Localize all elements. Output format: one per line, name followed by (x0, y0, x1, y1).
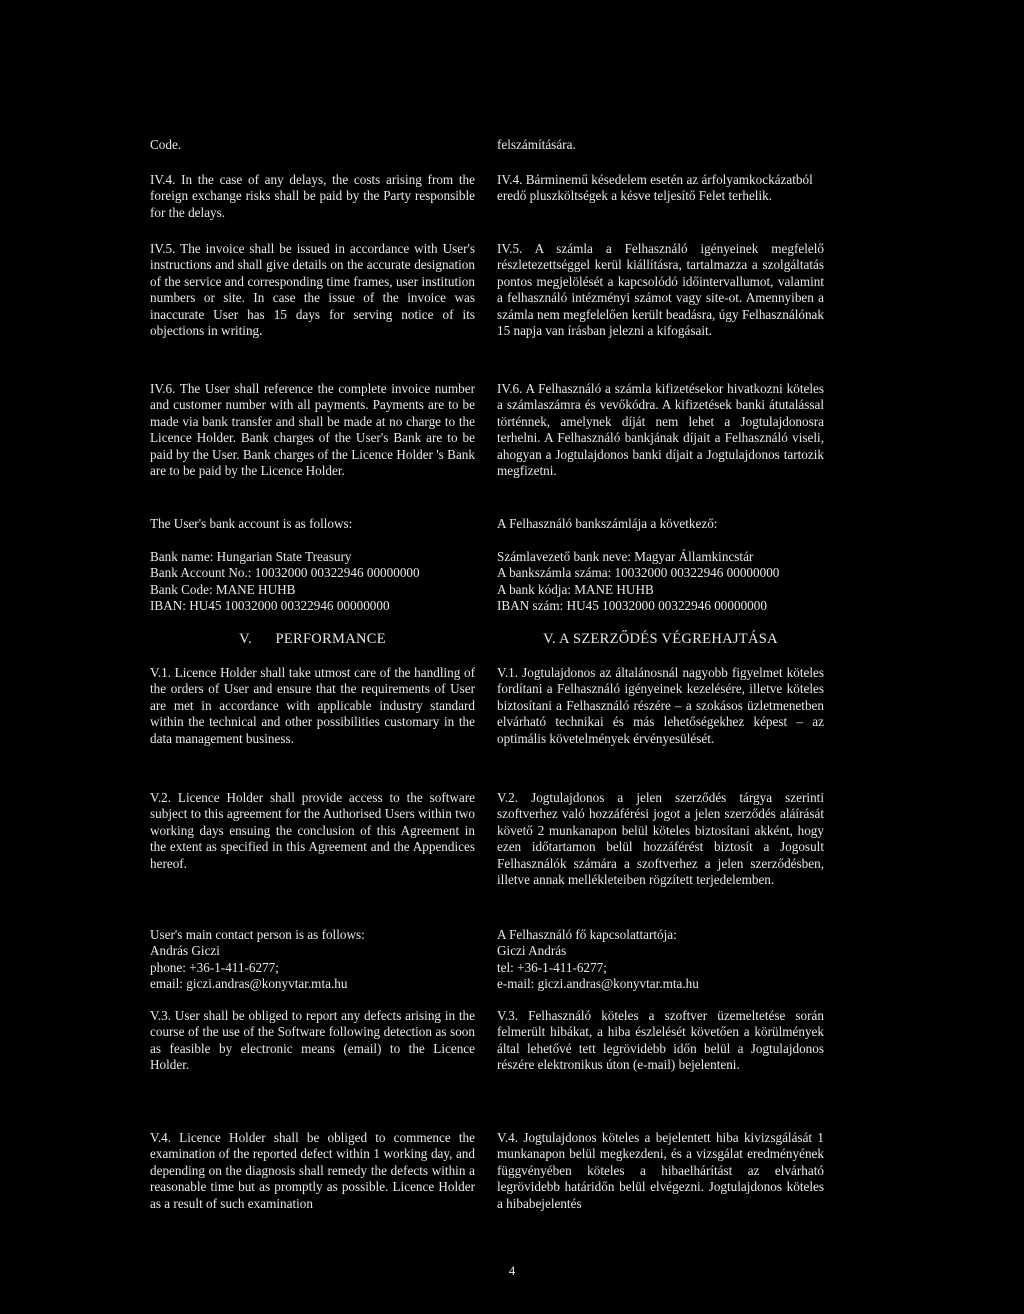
hu-clause-iv4: IV.4. Bárminemű késedelem esetén az árfolyamkockázatból eredő pluszköltségek a késve teljesítő Felet terhelik. (497, 172, 813, 204)
en-bank-code: Bank Code: MANE HUHB (150, 581, 296, 597)
en-bank-iban: IBAN: HU45 10032000 00322946 00000000 (150, 598, 390, 614)
hu-contact-name: Giczi András (497, 943, 567, 959)
hu-clause-iv5: IV.5. A számla a Felhasználó igényeinek megfelelő részletezettséggel kerül kiállításra, tartalmazza a szolgáltatás pontos megjelölését a kapcsolódó időintervallumot, valamint a felhasználó intézményi számot vagy site-ot. Amennyiben a számla nem megfelelően került beadásra, úgy Felhasználónak 15 napja van írásban jelezni a kifogásait. (497, 241, 824, 339)
hu-clause-v3: V.3. Felhasználó köteles a szoftver üzemeltetése során felmerült hibákat, a hiba észlelését követően a körülmények által lehetővé tett legrövidebb időn belül a Jogtulajdonos részére elektronikus úton (e-mail) bejelenteni. (497, 1008, 824, 1073)
hu-contact-intro: A Felhasználó fő kapcsolattartója: (497, 927, 677, 942)
hu-clause-v1: V.1. Jogtulajdonos az általánosnál nagyobb figyelmet köteles fordítani a Felhasználó igényeinek kezelésére, illetve köteles biztosítani a Felhasználó részére – a szokásos üzletmenetben elvárható technikai és más lehetőségekhez képest – az optimális követelmények érvényesülését. (497, 665, 824, 746)
page-number: 4 (508, 1263, 516, 1278)
hu-bank-details (497, 549, 824, 615)
hu-contact-email: e-mail: giczi.andras@konyvtar.mta.hu (497, 976, 699, 992)
hu-code-tail: felszámítására. (497, 137, 576, 152)
en-clause-v4: V.4. Licence Holder shall be obliged to commence the examination of the reported defect within 1 working day, and depending on the diagnosis shall remedy the defects within a reasonable time but as promptly as possible. Licence Holder as a result of such examination (150, 1130, 475, 1211)
en-clause-v3: V.3. User shall be obliged to report any defects arising in the course of the use of the Software following detection as soon as feasible by electronic means (email) to the Licence Holder. (150, 1008, 475, 1073)
hu-bank-intro: A Felhasználó bankszámlája a következő: (497, 516, 718, 531)
en-clause-iv5: IV.5. The invoice shall be issued in accordance with User's instructions and shall give details on the accurate designation of the service and corresponding time frames, user institution numbers or site. In case the issue of the invoice was inaccurate User has 15 days for serving notice of its objections in writing. (150, 241, 475, 339)
en-clause-v2: V.2. Licence Holder shall provide access to the software subject to this agreement for the Authorised Users within two working days ensuing the conclusion of this Agreement in the extent as specified in this Agreement and the Appendices hereof. (150, 790, 475, 871)
en-bank-name: Bank name: Hungarian State Treasury (150, 549, 352, 564)
hu-bank-iban: IBAN szám: HU45 10032000 00322946 00000000 (497, 598, 767, 614)
en-contact-phone: phone: +36-1-411-6277; (150, 959, 279, 975)
en-bank-intro: The User's bank account is as follows: (150, 516, 353, 531)
hu-contact-person (497, 927, 824, 993)
en-section-heading: V. PERFORMANCE (239, 631, 386, 647)
en-code-tail: Code. (150, 137, 182, 152)
hu-clause-iv6: IV.6. A Felhasználó a számla kifizetésekor hivatkozni köteles a számlaszámra és vevőkódra. A kifizetések banki átutalással történnek, amelynek díját nem lehet a Jogtulajdonosra terhelni. A Felhasználó bankjának díjait a Felhasználó viseli, ahogyan a Jogtulajdonos banki díjait a Jogtulajdonos tartozik megfizetni. (497, 381, 824, 479)
en-contact-intro: User's main contact person is as follows: (150, 927, 365, 942)
hu-bank-code: A bank kódja: MANE HUHB (497, 581, 654, 597)
hu-bank-account: A bankszámla száma: 10032000 00322946 00000000 (497, 565, 780, 581)
en-contact-person (150, 927, 475, 993)
hu-bank-name: Számlavezető bank neve: Magyar Államkincstár (497, 549, 754, 564)
hu-clause-v4: V.4. Jogtulajdonos köteles a bejelentett hiba kivizsgálását 1 munkanapon belül megkezdeni, és a vizsgálat eredményének függvényében köteles a hibaelhárítást az elvárható legrövidebb határidőn belül elvégezni. Jogtulajdonos köteles a hibabejelentés (497, 1130, 824, 1211)
en-clause-iv4: IV.4. In the case of any delays, the costs arising from the foreign exchange risks shall be paid by the Party responsible for the delays. (150, 172, 475, 220)
en-contact-email: email: giczi.andras@konyvtar.mta.hu (150, 976, 348, 992)
hu-section-heading: V. A SZERZŐDÉS VÉGREHAJTÁSA (543, 631, 778, 647)
en-bank-details (150, 549, 475, 615)
en-clause-iv6: IV.6. The User shall reference the complete invoice number and customer number with all payments. Payments are to be made via bank transfer and shall be made at no charge to the Licence Holder. Bank charges of the User's Bank are to be paid by the User. Bank charges of the Licence Holder 's Bank are to be paid by the Licence Holder. (150, 381, 475, 479)
en-bank-account: Bank Account No.: 10032000 00322946 00000000 (150, 565, 420, 581)
hu-clause-v2: V.2. Jogtulajdonos a jelen szerződés tárgya szerinti szoftverhez való hozzáférési jogot a jelen szerződés aláírását követő 2 munkanapon belül köteles biztosítani akként, hogy ezen időtartamon belül hozzáférést biztosít a Jogosult Felhasználók számára a szoftverhez a jelen szerződésben, illetve annak mellékleteiben rögzített terjedelemben. (497, 790, 824, 888)
en-clause-v1: V.1. Licence Holder shall take utmost care of the handling of the orders of User and ensure that the requirements of User are met in accordance with applicable industry standard within the technical and other possibilities customary in the data management business. (150, 665, 475, 746)
hu-contact-phone: tel: +36-1-411-6277; (497, 959, 607, 975)
en-contact-name: András Giczi (150, 943, 220, 959)
